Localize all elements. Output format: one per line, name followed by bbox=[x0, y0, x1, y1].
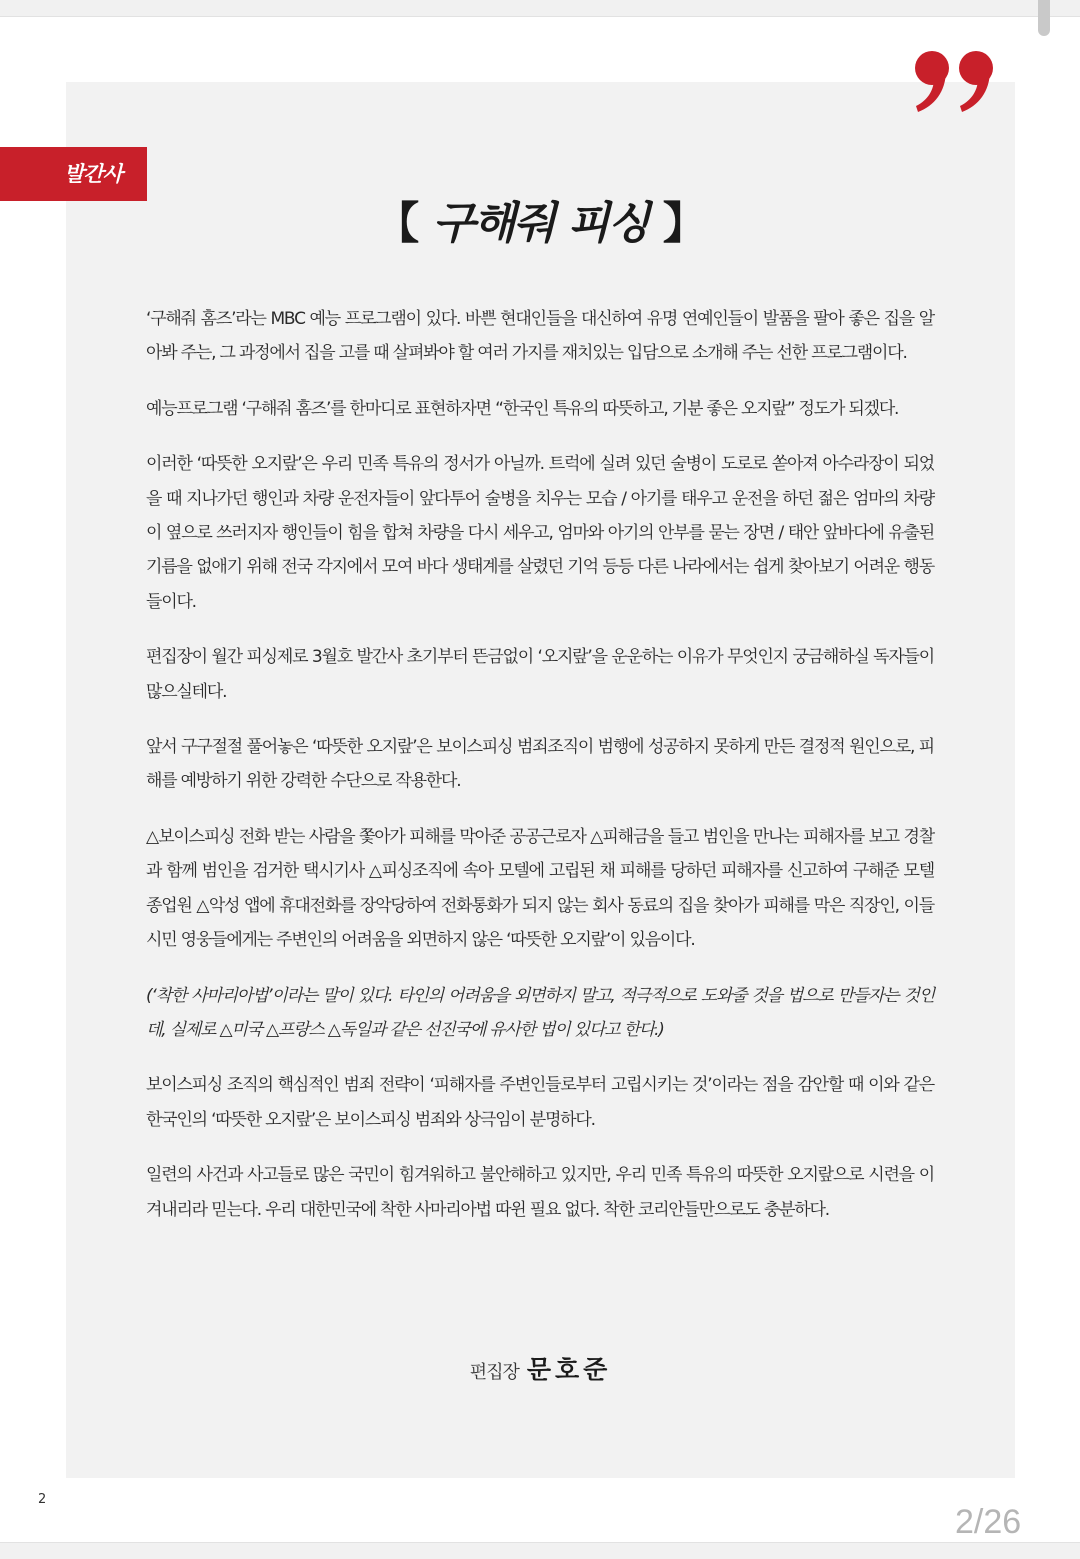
paragraph-4: 편집장이 월간 피싱제로 3월호 발간사 초기부터 뜬금없이 ‘오지랖’을 운운하는 이유가 무엇인지 궁금해하실 독자들이 많으실테다. bbox=[146, 647, 934, 702]
closing-quote-mark-icon bbox=[910, 30, 1002, 122]
viewer-top-bar bbox=[0, 0, 1080, 17]
viewer-bottom-bar bbox=[0, 1542, 1080, 1559]
title-close-bracket: 】 bbox=[662, 198, 706, 249]
paragraph-3: 이러한 ‘따뜻한 오지랖’은 우리 민족 특유의 정서가 아닐까. 트럭에 실려 있던 술병이 도로로 쏟아져 아수라장이 되었을 때 지나가던 행인과 차량 운전자들이 앞다투어 술병을 치우는 모습 / 아기를 태우고 운전을 하던 젊은 엄마의 차량이 옆으로 쓰러지자 행인들이 힘을 합쳐 차량을 다시 세우고, 엄마와 아기의 안부를 묻는 장면 / 태안 앞바다에 유출된 기름을 없애기 위해 전국 각지에서 모여 바다 생태계를 살렸던 기억 등등 다른 나라에서는 쉽게 찾아보기 어려운 행동들이다. bbox=[146, 454, 934, 612]
page-title bbox=[66, 192, 1015, 256]
title-open-bracket: 【 bbox=[375, 198, 419, 249]
paragraph-2: 예능프로그램 ‘구해줘 홈즈’를 한마디로 표현하자면 “한국인 특유의 따뜻하고, 기분 좋은 오지랖” 정도가 되겠다. bbox=[146, 398, 899, 419]
page-indicator: 2/26 bbox=[955, 1503, 1022, 1541]
paragraph-5: 앞서 구구절절 풀어놓은 ‘따뜻한 오지랖’은 보이스피싱 범죄조직이 범행에 성공하지 못하게 만든 결정적 원인으로, 피해를 예방하기 위한 강력한 수단으로 작용한다. bbox=[146, 737, 934, 792]
paragraph-8: 보이스피싱 조직의 핵심적인 범죄 전략이 ‘피해자를 주변인들로부터 고립시키는 것’이라는 점을 감안할 때 이와 같은 한국인의 ‘따뜻한 오지랖’은 보이스피싱 범죄와 상극임이 분명하다. bbox=[146, 1075, 934, 1130]
signature bbox=[66, 1350, 1015, 1386]
paragraph-7-note: (‘착한 사마리아법’이라는 말이 있다. 타인의 어려움을 외면하지 말고, 적극적으로 도와줄 것을 법으로 만들자는 것인데, 실제로 △미국 △프랑스 △독일과 같은 선진국에 유사한 법이 있다고 한다.) bbox=[146, 985, 934, 1040]
signature-name: 문호준 bbox=[526, 1355, 612, 1384]
title-text: 구해줘 피싱 bbox=[432, 198, 649, 249]
page-number: 2 bbox=[38, 1492, 47, 1507]
scrollbar-thumb[interactable] bbox=[1038, 0, 1050, 36]
paragraph-9: 일련의 사건과 사고들로 많은 국민이 힘겨워하고 불안해하고 있지만, 우리 민족 특유의 따뜻한 오지랖으로 시련을 이겨내리라 믿는다. 우리 대한민국에 착한 사마리아법 따윈 필요 없다. 착한 코리안들만으로도 충분하다. bbox=[146, 1165, 934, 1220]
article-body bbox=[146, 302, 934, 1248]
paragraph-1: ‘구해줘 홈즈’라는 MBC 예능 프로그램이 있다. 바쁜 현대인들을 대신하여 유명 연예인들이 발품을 팔아 좋은 집을 알아봐 주는, 그 과정에서 집을 고를 때 살펴봐야 할 여러 가지를 재치있는 입담으로 소개해 주는 선한 프로그램이다. bbox=[146, 309, 934, 364]
signature-role: 편집장 bbox=[469, 1362, 519, 1383]
paragraph-6: △보이스피싱 전화 받는 사람을 쫓아가 피해를 막아준 공공근로자 △피해금을 들고 범인을 만나는 피해자를 보고 경찰과 함께 범인을 검거한 택시기사 △피싱조직에 속아 모텔에 고립된 채 피해를 당하던 피해자를 신고하여 구해준 모텔 종업원 △악성 앱에 휴대전화를 장악당하여 전화통화가 되지 않는 회사 동료의 집을 찾아가 피해를 막은 직장인, 이들 시민 영웅들에게는 주변인의 어려움을 외면하지 않은 ‘따뜻한 오지랖’이 있음이다. bbox=[146, 826, 934, 951]
section-tag: 발간사 bbox=[0, 147, 147, 201]
